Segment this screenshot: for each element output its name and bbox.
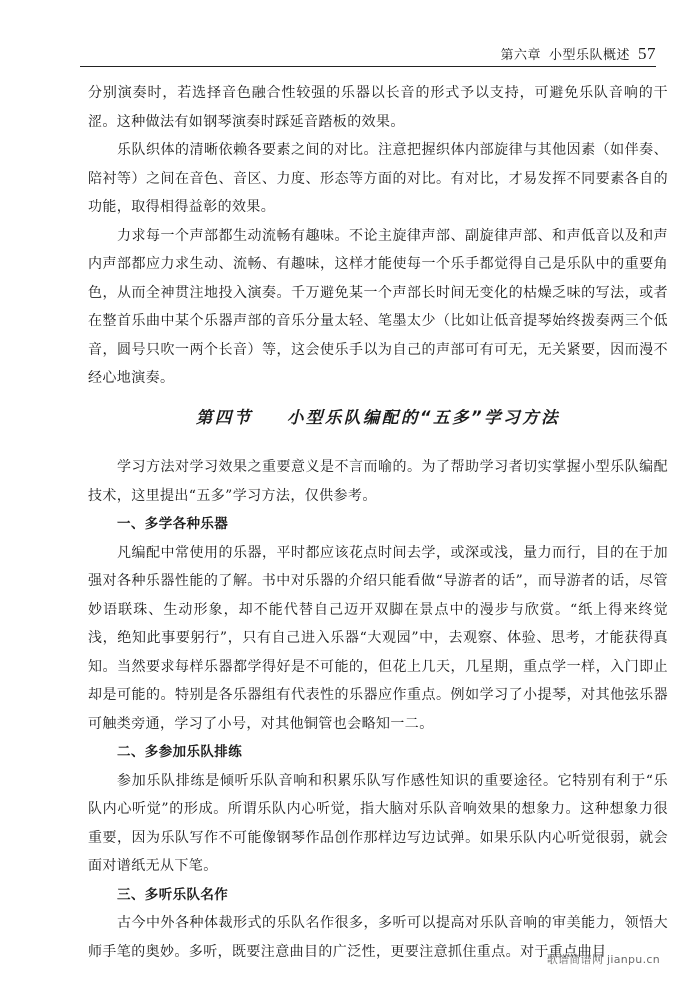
section-intro: 学习方法对学习效果之重要意义是不言而喻的。为了帮助学习者切实掌握小型乐队编配技术，这里提出“五多”学习方法，仅供参考。 xyxy=(88,459,668,504)
section-number: 第四节 xyxy=(195,407,253,427)
site-watermark: 歌谱简谱网 jianpu.cn xyxy=(546,953,660,966)
chapter-title: 小型乐队概述 xyxy=(548,48,630,63)
header-text xyxy=(500,44,656,64)
subsection-heading: 二、多参加乐队排练 xyxy=(117,744,243,760)
subsection-body: 古今中外各种体裁形式的乐队名作很多，多听可以提高对乐队音响的审美能力，领悟大师手笔的奥妙。多听，既要注意曲目的广泛性，更要注意抓住重点。对于重点曲目 xyxy=(88,915,668,960)
chapter-label: 第六章 xyxy=(500,48,541,63)
running-header xyxy=(80,38,656,67)
section-title: 小型乐队编配的“五多”学习方法 xyxy=(286,407,561,427)
subsection-body: 凡编配中常使用的乐器，平时都应该花点时间去学，或深或浅，量力而行，目的在于加强对各种乐器性能的了解。书中对乐器的介绍只能看做“导游者的话”，而导游者的话，尽管妙语联珠、生动形象，却不能代替自己迈开双脚在景点中的漫步与欣赏。“纸上得来终觉浅，绝知此事要躬行”，只有自己进入乐器“大观园”中，去观察、体验、思考，才能获得真知。当然要求每样乐器都学得好是不可能的，但花上几天，几星期，重点学一样，入门即止却是可能的。特别是各乐器组有代表性的乐器应作重点。例如学习了小提琴，对其他弦乐器可触类旁通，学习了小号，对其他铜管也会略知一二。 xyxy=(88,544,668,732)
paragraph-texture-contrast: 乐队织体的清晰依赖各要素之间的对比。注意把握织体内部旋律与其他因素（如伴奏、陪衬等）之间在音色、音区、力度、形态等方面的对比。有对比，才易发挥不同要素各自的功能，取得相得益彰的效果。 xyxy=(88,142,668,215)
subsection-heading: 三、多听乐队名作 xyxy=(117,886,229,903)
subsection-heading: 一、多学各种乐器 xyxy=(117,516,229,532)
section-heading xyxy=(88,393,668,454)
paragraph-continued: 分别演奏时，若选择音色融合性较强的乐器以长音的形式予以支持，可避免乐队音响的干涩。这种做法有如钢琴演奏时踩延音踏板的效果。 xyxy=(88,85,668,130)
page-body xyxy=(88,79,668,966)
paragraph-voice-interest: 力求每一个声部都生动流畅有趣味。不论主旋律声部、副旋律声部、和声低音以及和声内声部都应力求生动、流畅、有趣味，这样才能使每一个乐手都觉得自己是乐队中的重要角色，从而全神贯注地投入演奏。千万避免某一个声部长时间无变化的枯燥乏味的写法，或者在整首乐曲中某个乐器声部的音乐分量太轻、笔墨太少（比如让低音提琴始终拨奏两三个低音，圆号只吹一两个长音）等，这会使乐手以为自己的声部可有可无，无关紧要，因而漫不经心地演奏。 xyxy=(88,227,668,386)
page-number: 57 xyxy=(638,44,656,63)
subsection-body: 参加乐队排练是倾听乐队音响和积累乐队写作感性知识的重要途径。它特别有利于“乐队内心听觉”的形成。所谓乐队内心听觉，指大脑对乐队音响效果的想象力。这种想象力很重要，因为乐队写作不可能像钢琴作品创作那样边写边试弹。如果乐队内心听觉很弱，就会面对谱纸无从下笔。 xyxy=(88,772,668,874)
